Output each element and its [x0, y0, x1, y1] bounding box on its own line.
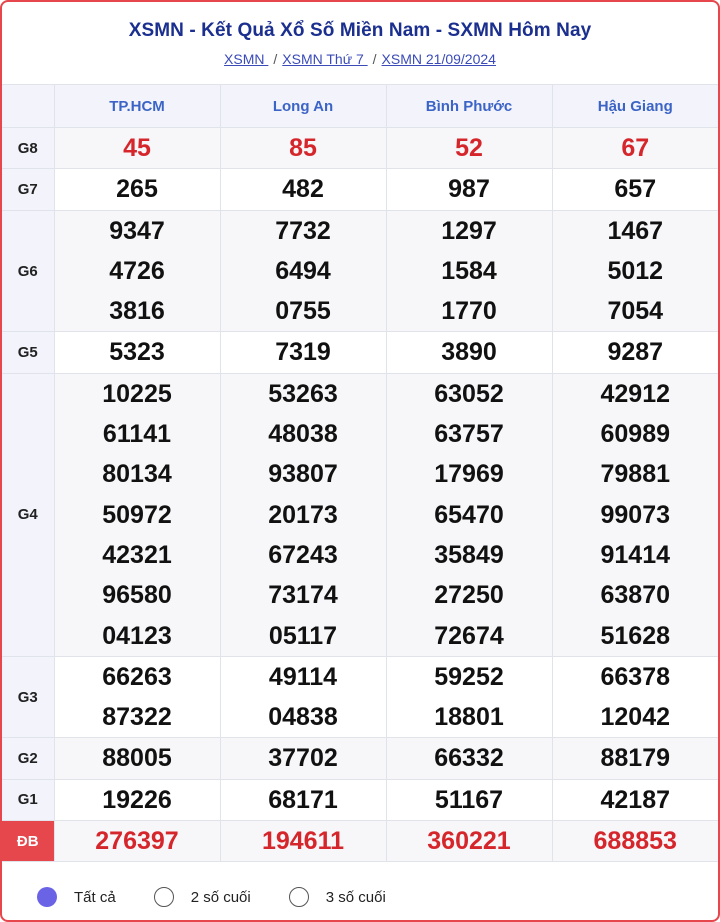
- prize-row: [2, 821, 718, 862]
- result-number: 50972: [102, 500, 172, 529]
- breadcrumb-link-xsmn-date[interactable]: XSMN 21/09/2024: [381, 51, 496, 67]
- result-number: 12042: [600, 703, 671, 732]
- result-number: 87322: [102, 703, 172, 732]
- result-number: 360221: [427, 827, 511, 856]
- result-number: 7319: [275, 338, 331, 367]
- result-number: 1584: [441, 256, 497, 285]
- option-last-2-digits[interactable]: [154, 887, 251, 907]
- prize-row: [2, 169, 718, 210]
- result-number: 80134: [102, 460, 172, 489]
- header: [2, 2, 718, 84]
- result-cell: [54, 210, 220, 332]
- result-number: 67: [621, 134, 650, 162]
- result-number: 42912: [600, 379, 671, 408]
- result-number: 1297: [441, 216, 497, 245]
- prize-label: G7: [2, 169, 54, 210]
- display-options: [2, 861, 718, 922]
- result-cell: [552, 373, 718, 656]
- result-cell: [54, 332, 220, 373]
- prize-label: G1: [2, 779, 54, 820]
- result-cell: [386, 821, 552, 862]
- result-number: 20173: [268, 500, 338, 529]
- result-number: 96580: [102, 581, 172, 610]
- breadcrumb: [2, 51, 718, 67]
- result-number: 85: [289, 134, 317, 162]
- result-cell: [386, 656, 552, 738]
- result-number: 657: [614, 175, 657, 204]
- result-number: 53263: [268, 379, 338, 408]
- option-label: Tất cả: [74, 888, 116, 906]
- result-number: 63757: [434, 420, 504, 449]
- prize-label: ĐB: [2, 821, 54, 862]
- result-cell: [220, 373, 386, 656]
- result-number: 4726: [109, 256, 165, 285]
- result-number: 93807: [268, 460, 338, 489]
- result-cell: [54, 821, 220, 862]
- corner-cell: [2, 85, 54, 128]
- result-number: 5012: [607, 256, 664, 285]
- prize-label: G4: [2, 373, 54, 656]
- result-number: 60989: [600, 420, 671, 449]
- result-number: 67243: [268, 540, 338, 569]
- prize-row: [2, 779, 718, 820]
- result-number: 61141: [102, 420, 172, 449]
- result-number: 04838: [268, 703, 338, 732]
- result-number: 18801: [434, 703, 504, 732]
- breadcrumb-separator: /: [372, 51, 377, 67]
- result-number: 52: [455, 134, 483, 162]
- breadcrumb-link-xsmn[interactable]: XSMN: [224, 51, 269, 67]
- result-cell: [386, 779, 552, 820]
- prize-label: G6: [2, 210, 54, 332]
- option-last-3-digits[interactable]: [289, 887, 386, 907]
- result-number: 91414: [600, 540, 671, 569]
- result-number: 1770: [441, 297, 497, 326]
- result-number: 66332: [434, 744, 504, 773]
- result-cell: [54, 656, 220, 738]
- option-label: 3 số cuối: [325, 888, 386, 906]
- radio-selected-icon[interactable]: [37, 887, 57, 907]
- result-number: 63052: [434, 379, 504, 408]
- result-number: 51167: [434, 785, 504, 814]
- result-cell: [220, 332, 386, 373]
- result-number: 88179: [600, 744, 671, 773]
- result-number: 88005: [102, 744, 172, 773]
- result-number: 66263: [102, 662, 172, 691]
- result-cell: [220, 210, 386, 332]
- prize-row: [2, 738, 718, 779]
- result-cell: [54, 779, 220, 820]
- result-number: 42187: [600, 785, 671, 814]
- result-number: 17969: [434, 460, 504, 489]
- result-cell: [552, 738, 718, 779]
- result-number: 7054: [607, 297, 664, 326]
- result-number: 7732: [275, 216, 331, 245]
- result-cell: [54, 169, 220, 210]
- result-number: 65470: [434, 500, 504, 529]
- prize-body: [2, 128, 718, 862]
- result-number: 9287: [607, 338, 664, 367]
- result-number: 79881: [600, 460, 671, 489]
- result-number: 04123: [102, 621, 172, 650]
- result-number: 19226: [102, 785, 172, 814]
- result-number: 59252: [434, 662, 504, 691]
- result-number: 72674: [434, 621, 504, 650]
- results-table: [2, 84, 718, 861]
- result-number: 194611: [261, 827, 345, 856]
- result-number: 68171: [268, 785, 338, 814]
- result-number: 66378: [600, 662, 671, 691]
- radio-empty-icon[interactable]: [289, 887, 309, 907]
- result-number: 0755: [275, 297, 331, 326]
- result-number: 73174: [268, 581, 338, 610]
- result-number: 1467: [607, 216, 664, 245]
- result-cell: [386, 738, 552, 779]
- result-number: 99073: [600, 500, 671, 529]
- prize-row: [2, 656, 718, 738]
- result-cell: [220, 821, 386, 862]
- result-cell: [386, 210, 552, 332]
- result-cell: [220, 656, 386, 738]
- prize-label: G8: [2, 128, 54, 169]
- breadcrumb-separator: /: [273, 51, 278, 67]
- prize-label: G3: [2, 656, 54, 738]
- result-cell: [220, 738, 386, 779]
- result-cell: [552, 169, 718, 210]
- province-name: Long An: [220, 85, 386, 128]
- result-number: 3890: [441, 338, 497, 367]
- prize-row: [2, 373, 718, 656]
- result-number: 265: [116, 175, 158, 204]
- result-cell: [552, 656, 718, 738]
- result-cell: [552, 128, 718, 169]
- result-cell: [386, 373, 552, 656]
- result-cell: [220, 779, 386, 820]
- result-number: 27250: [434, 581, 504, 610]
- prize-row: [2, 210, 718, 332]
- result-number: 3816: [109, 297, 165, 326]
- result-number: 9347: [109, 216, 165, 245]
- result-cell: [552, 821, 718, 862]
- result-number: 482: [282, 175, 324, 204]
- result-cell: [552, 210, 718, 332]
- result-cell: [220, 169, 386, 210]
- result-number: 51628: [600, 621, 671, 650]
- breadcrumb-link-xsmn-thu7[interactable]: XSMN Thứ 7: [282, 51, 368, 67]
- result-cell: [552, 779, 718, 820]
- result-number: 48038: [268, 420, 338, 449]
- option-label: 2 số cuối: [190, 888, 251, 906]
- result-number: 987: [448, 175, 490, 204]
- result-cell: [386, 128, 552, 169]
- result-number: 45: [123, 134, 151, 162]
- option-all[interactable]: [37, 887, 116, 907]
- prize-label: G5: [2, 332, 54, 373]
- result-cell: [552, 332, 718, 373]
- result-number: 276397: [95, 827, 179, 856]
- result-number: 35849: [434, 540, 504, 569]
- result-number: 10225: [102, 379, 172, 408]
- result-number: 5323: [109, 338, 165, 367]
- result-cell: [54, 128, 220, 169]
- result-cell: [54, 373, 220, 656]
- province-name: Hậu Giang: [552, 85, 718, 128]
- page-title: XSMN - Kết Quả Xổ Số Miền Nam - SXMN Hôm Nay: [128, 20, 592, 41]
- result-cell: [54, 738, 220, 779]
- result-cell: [386, 332, 552, 373]
- result-number: 05117: [268, 621, 338, 650]
- radio-empty-icon[interactable]: [154, 887, 174, 907]
- result-number: 49114: [268, 662, 338, 691]
- province-name: TP.HCM: [54, 85, 220, 128]
- result-number: 688853: [593, 827, 677, 856]
- result-number: 6494: [275, 256, 331, 285]
- prize-row: [2, 332, 718, 373]
- province-header-row: [2, 85, 718, 128]
- result-number: 42321: [102, 540, 172, 569]
- prize-row: [2, 128, 718, 169]
- province-name: Bình Phước: [386, 85, 552, 128]
- result-number: 63870: [600, 581, 671, 610]
- result-cell: [386, 169, 552, 210]
- prize-label: G2: [2, 738, 54, 779]
- result-cell: [220, 128, 386, 169]
- result-number: 37702: [268, 744, 338, 773]
